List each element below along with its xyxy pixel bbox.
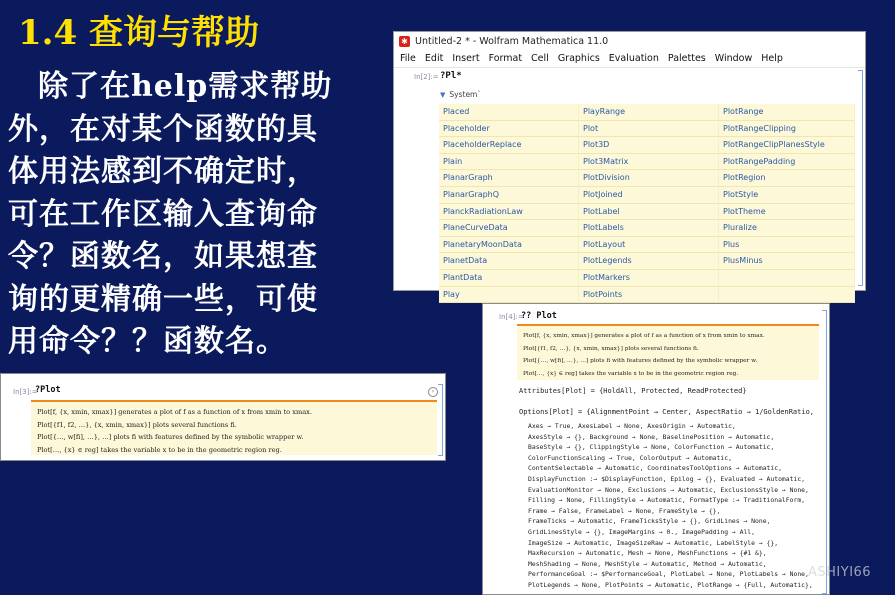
option-line: DisplayFunction :→ $DisplayFunction, Epilog → {}, Evaluated → Automatic, xyxy=(528,475,806,483)
attributes-line: Attributes[Plot] = {HoldAll, Protected, ReadProtected} xyxy=(519,387,747,395)
watermark: ASHIYI66 xyxy=(808,565,872,580)
context-label: System` xyxy=(449,90,482,99)
usage-line: Plot[{f1, f2, …}, {x, xmin, xmax}] plots several functions fi. xyxy=(523,345,699,352)
query-double-plot-panel xyxy=(482,303,830,595)
symbol-link[interactable]: PlotRegion xyxy=(719,170,855,187)
input-command[interactable]: ?Pl* xyxy=(440,71,462,81)
option-line: Axes → True, AxesLabel → None, AxesOrigin → Automatic, xyxy=(528,422,736,430)
symbol-link[interactable]: PlotStyle xyxy=(719,187,855,204)
option-line: PlotLegends → None, PlotPoints → Automatic, PlotRange → {Full, Automatic}, xyxy=(528,581,813,589)
symbol-link[interactable]: Placed xyxy=(439,104,579,121)
menu-graphics[interactable]: Graphics xyxy=(557,53,600,64)
option-line: EvaluationMonitor → None, Exclusions → Automatic, ExclusionsStyle → None, xyxy=(528,485,809,494)
menu-insert[interactable]: Insert xyxy=(452,53,480,64)
symbol-link[interactable]: PlotRangeClipping xyxy=(719,121,855,138)
symbol-link[interactable]: PlotLabel xyxy=(579,204,719,221)
symbol-link[interactable]: Plot3Matrix xyxy=(579,154,719,171)
cell-bracket[interactable] xyxy=(438,384,443,456)
option-line: MeshShading → None, MeshStyle → Automatic, Method → Automatic, xyxy=(528,559,767,568)
symbol-link[interactable]: Plus xyxy=(719,237,855,254)
menu-help[interactable]: Help xyxy=(761,53,783,64)
usage-box xyxy=(31,400,437,455)
symbol-link[interactable]: PlanetData xyxy=(439,253,579,270)
usage-line: Plot[…, {x} ∈ reg] takes the variable x to be in the geometric region reg. xyxy=(523,370,739,377)
paragraph-line: 令？函数名，如果想查 xyxy=(8,239,318,274)
symbol-link[interactable]: PlaceholderReplace xyxy=(439,137,579,154)
options-head-line: Options[Plot] = {AlignmentPoint → Center, AspectRatio → 1/GoldenRatio, xyxy=(519,408,815,416)
menu-edit[interactable]: Edit xyxy=(424,53,444,64)
menu-bar xyxy=(394,50,865,68)
triangle-down-icon[interactable]: ▼ xyxy=(440,91,446,99)
symbol-link[interactable]: PlotLabels xyxy=(579,220,719,237)
usage-line: Plot[f, {x, xmin, xmax}] generates a plot of f as a function of x from xmin to xmax. xyxy=(37,408,312,416)
symbol-link[interactable]: PlotDivision xyxy=(579,170,719,187)
option-line: MaxRecursion → Automatic, Mesh → None, MeshFunctions → {#1 &}, xyxy=(528,549,767,558)
empty-cell xyxy=(719,270,855,287)
symbol-link[interactable]: PlotLegends xyxy=(579,253,719,270)
help-info-icon[interactable]: › xyxy=(428,387,438,397)
paragraph-line: 可在工作区输入查询命 xyxy=(8,196,318,232)
input-label: In[4]:= xyxy=(499,313,524,321)
menu-palettes[interactable]: Palettes xyxy=(667,53,706,64)
symbol-link[interactable]: Plot3D xyxy=(579,137,719,154)
option-line: Frame → False, FrameLabel → None, FrameStyle → {}, xyxy=(528,506,721,515)
empty-cell xyxy=(719,287,855,304)
symbol-link[interactable]: PlanetaryMoonData xyxy=(439,237,579,254)
symbol-link[interactable]: Plain xyxy=(439,154,579,171)
symbol-link[interactable]: Pluralize xyxy=(719,220,855,237)
symbol-link[interactable]: PlotMarkers xyxy=(579,270,719,287)
paragraph-line: 外，在对某个函数的具 xyxy=(8,111,318,147)
symbol-link[interactable]: Placeholder xyxy=(439,121,579,138)
notebook-body[interactable] xyxy=(394,68,865,299)
symbol-link[interactable]: Plot xyxy=(579,121,719,138)
usage-line: Plot[f, {x, xmin, xmax}] generates a plot of f as a function of x from xmin to xmax. xyxy=(523,333,765,339)
input-label: In[3]:= xyxy=(13,388,38,396)
symbol-link[interactable]: PlotPoints xyxy=(579,287,719,304)
cell-bracket[interactable] xyxy=(822,310,827,594)
option-line: PerformanceGoal :→ $PerformanceGoal, PlotLabel → None, PlotLabels → None, xyxy=(528,570,809,579)
symbol-link[interactable]: PlaneCurveData xyxy=(439,220,579,237)
usage-box xyxy=(517,324,819,380)
symbol-link[interactable]: PlanarGraphQ xyxy=(439,187,579,204)
symbol-link[interactable]: PlantData xyxy=(439,270,579,287)
symbol-link[interactable]: PlanckRadiationLaw xyxy=(439,204,579,221)
context-header[interactable] xyxy=(440,90,481,99)
input-command[interactable]: ?? Plot xyxy=(521,311,557,321)
usage-line: Plot[{…, w[fi], …}, …] plots fi with features defined by the symbolic wrapper w. xyxy=(37,433,304,441)
symbol-link[interactable]: PlotRangeClipPlanesStyle xyxy=(719,137,855,154)
menu-file[interactable]: File xyxy=(400,53,416,64)
paragraph-line: 体用法感到不确定时， xyxy=(8,154,318,189)
usage-line: Plot[{f1, f2, …}, {x, xmin, xmax}] plots several functions fi. xyxy=(37,420,237,429)
symbol-link[interactable]: PlotRangePadding xyxy=(719,154,855,171)
symbol-link[interactable]: PlusMinus xyxy=(719,253,855,270)
window-titlebar[interactable] xyxy=(394,32,865,50)
symbol-link[interactable]: PlanarGraph xyxy=(439,170,579,187)
slide-title: 1.4 查询与帮助 xyxy=(18,13,259,53)
symbol-link[interactable]: PlotJoined xyxy=(579,187,719,204)
usage-line: Plot[{…, w[fi], …}, …] plots fi with features defined by the symbolic wrapper w. xyxy=(523,358,758,364)
mathematica-app-icon: ✱ xyxy=(399,36,410,47)
query-plot-panel xyxy=(0,373,446,461)
menu-window[interactable]: Window xyxy=(714,53,753,64)
paragraph-line: 用命令？？函数名。 xyxy=(8,324,287,359)
symbol-link[interactable]: PlayRange xyxy=(579,104,719,121)
option-line: Filling → None, FillingStyle → Automatic, FormatType :→ TraditionalForm, xyxy=(528,496,806,505)
option-line: ImageSize → Automatic, ImageSizeRaw → Automatic, LabelStyle → {}, xyxy=(528,538,779,547)
mathematica-window xyxy=(393,31,866,299)
paragraph-line: 除了在help需求帮助 xyxy=(38,69,333,104)
symbol-link[interactable]: PlotRange xyxy=(719,104,855,121)
menu-format[interactable]: Format xyxy=(488,53,523,64)
option-line: ColorFunctionScaling → True, ColorOutput → Automatic, xyxy=(528,453,732,462)
option-line: BaseStyle → {}, ClippingStyle → None, ColorFunction → Automatic, xyxy=(528,443,775,452)
option-line: ContentSelectable → Automatic, CoordinatesToolOptions → Automatic, xyxy=(528,464,782,473)
symbol-link[interactable]: Play xyxy=(439,287,579,304)
symbol-name-grid xyxy=(439,104,855,303)
menu-cell[interactable]: Cell xyxy=(531,53,549,64)
paragraph-line: 询的更精确一些，可使 xyxy=(8,281,318,317)
option-line: FrameTicks → Automatic, FrameTicksStyle → {}, GridLines → None, xyxy=(528,517,771,526)
symbol-link[interactable]: PlotLayout xyxy=(579,237,719,254)
option-line: GridLinesStyle → {}, ImageMargins → 0., ImagePadding → All, xyxy=(528,528,756,536)
cell-bracket[interactable] xyxy=(858,70,863,286)
usage-line: Plot[…, {x} ∈ reg] takes the variable x to be in the geometric region reg. xyxy=(37,445,282,454)
input-command[interactable]: ?Plot xyxy=(35,385,61,395)
menu-evaluation[interactable]: Evaluation xyxy=(608,53,659,64)
slide-paragraph xyxy=(8,66,378,364)
symbol-link[interactable]: PlotTheme xyxy=(719,204,855,221)
window-title: Untitled-2 * - Wolfram Mathematica 11.0 xyxy=(415,35,609,47)
input-label: In[2]:= xyxy=(414,73,439,81)
option-line: AxesStyle → {}, Background → None, BaselinePosition → Automatic, xyxy=(528,432,775,441)
